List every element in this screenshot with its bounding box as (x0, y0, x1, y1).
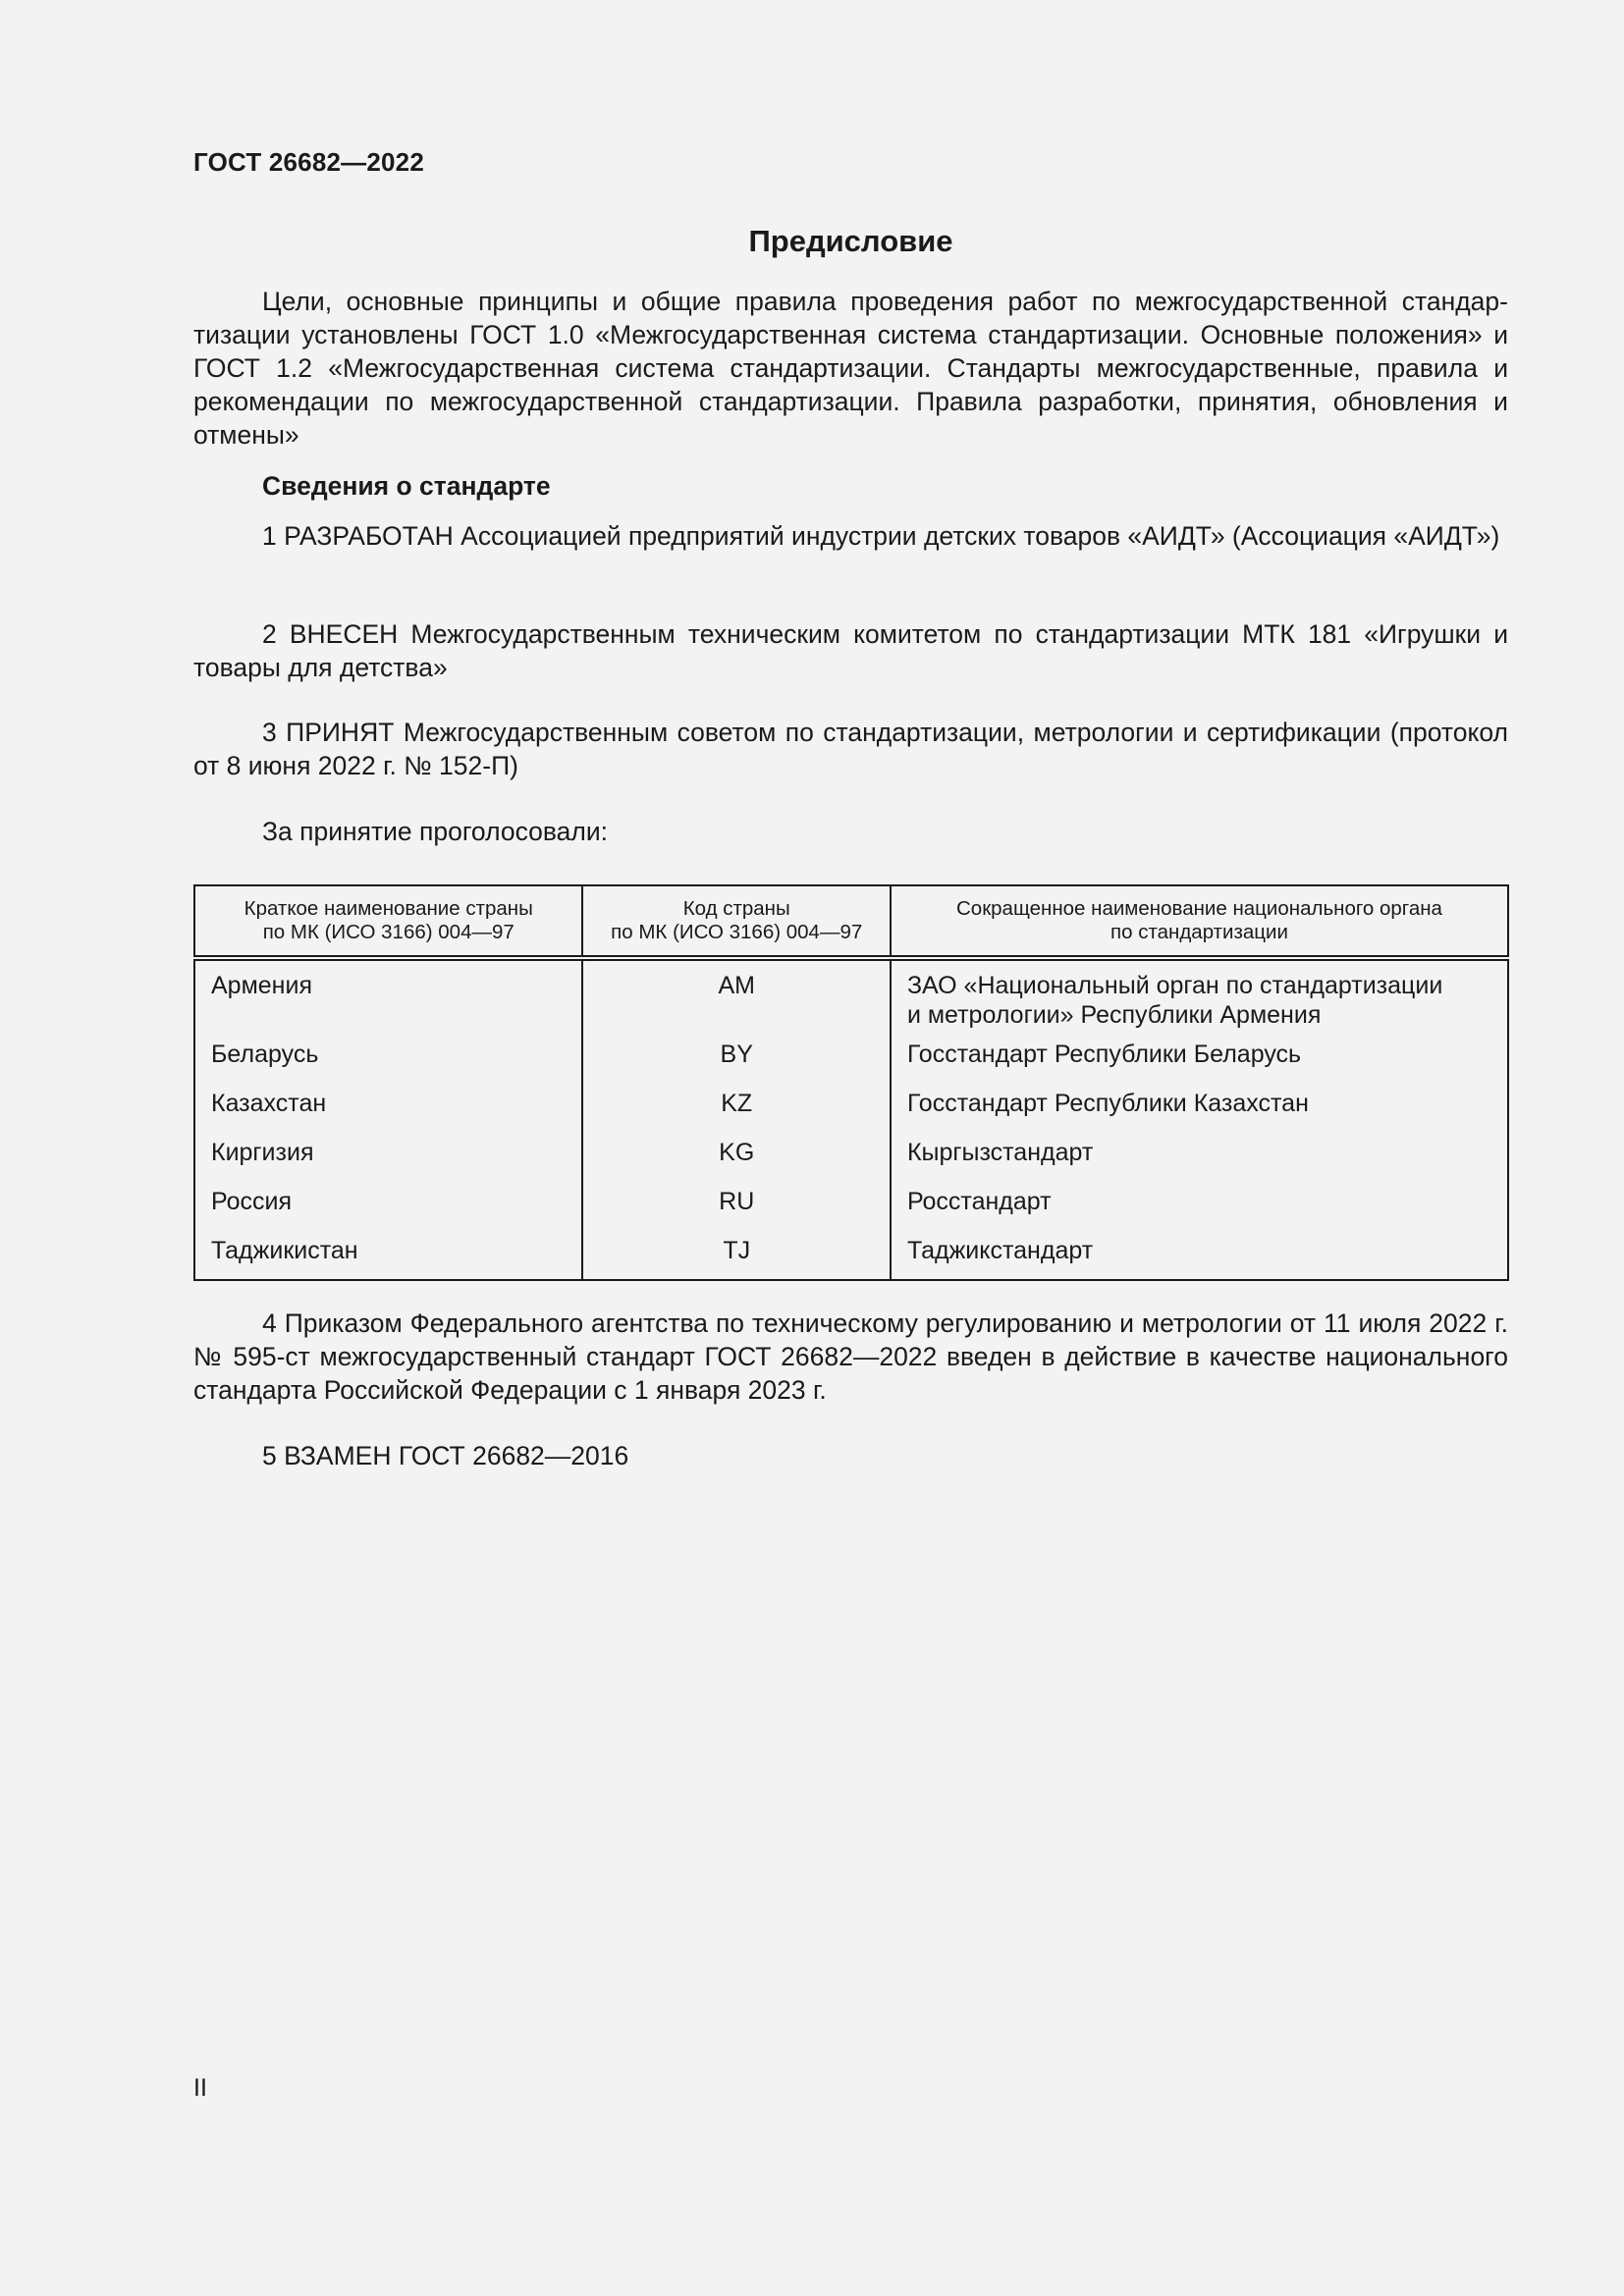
header-code: Код страны по МК (ИСО 3166) 004—97 (582, 885, 890, 958)
table-row (194, 1187, 1508, 1236)
page-number: II (193, 2074, 207, 2102)
cell-country: Киргизия (194, 1138, 582, 1187)
table-row (194, 1236, 1508, 1280)
item-4: 4 Приказом Федерального агентства по техническому регулированию и метрологии от 11 июля 2022 г. № 595-ст межгосударственный стандарт ГОСТ 26682—2022 введен в действие в качестве национального стандарта Российской Федерации с 1 января 2023 г. (193, 1308, 1508, 1405)
member-states-table (193, 884, 1509, 1281)
table-row (194, 1138, 1508, 1187)
item-5: 5 ВЗАМЕН ГОСТ 26682—2016 (262, 1441, 629, 1470)
item-3: 3 ПРИНЯТ Межгосударственным советом по стандартизации, метрологии и сертификации (протокол от 8 июня 2022 г. № 152-П) (193, 718, 1508, 780)
item-1: 1 РАЗРАБОТАН Ассоциацией предприятий индустрии детских товаров «АИДТ» (Ассоциация «АИДТ») (262, 521, 1500, 551)
header-country: Краткое наименование страны по МК (ИСО 3166) 004—97 (194, 885, 582, 958)
item-2: 2 ВНЕСЕН Межгосударственным техническим комитетом по стандартизации МТК 181 «Игрушки и товары для детства» (193, 619, 1508, 682)
cell-code: AM (582, 958, 890, 1040)
cell-body: ЗАО «Национальный орган по стандартизации и метрологии» Республики Армения (891, 958, 1508, 1040)
info-heading: Сведения о стандарте (262, 471, 551, 501)
table-row (194, 958, 1508, 1040)
table-header-row (194, 885, 1508, 958)
voted-label: За принятие проголосовали: (262, 817, 609, 846)
table-row (194, 1040, 1508, 1089)
cell-body: Госстандарт Республики Казахстан (891, 1089, 1508, 1138)
cell-country: Беларусь (194, 1040, 582, 1089)
cell-country: Казахстан (194, 1089, 582, 1138)
header-body: Сокращенное наименование национального органа по стандартизации (891, 885, 1508, 958)
cell-code: BY (582, 1040, 890, 1089)
cell-code: KZ (582, 1089, 890, 1138)
cell-code: TJ (582, 1236, 890, 1280)
cell-body: Росстандарт (891, 1187, 1508, 1236)
table-row (194, 1089, 1508, 1138)
cell-country: Россия (194, 1187, 582, 1236)
page-title: Предисловие (748, 224, 953, 258)
intro-paragraph: Цели, основные принципы и общие правила проведения работ по межгосударственной стандартизации установлены ГОСТ 1.0 «Межгосударственная система стандартизации. Основные положения» и ГОСТ 1.2 «Межгосударственная система стандартизации. Стандарты межгосударственные, правила и рекомендации по межгосударственной стандартизации. Правила разработки, принятия, обновления и отмены» (193, 287, 1508, 450)
cell-body: Госстандарт Республики Беларусь (891, 1040, 1508, 1089)
cell-body: Кыргызстандарт (891, 1138, 1508, 1187)
cell-body: Таджикстандарт (891, 1236, 1508, 1280)
cell-code: RU (582, 1187, 890, 1236)
cell-country: Таджикистан (194, 1236, 582, 1280)
cell-country: Армения (194, 958, 582, 1040)
document-number: ГОСТ 26682—2022 (193, 147, 424, 177)
cell-code: KG (582, 1138, 890, 1187)
